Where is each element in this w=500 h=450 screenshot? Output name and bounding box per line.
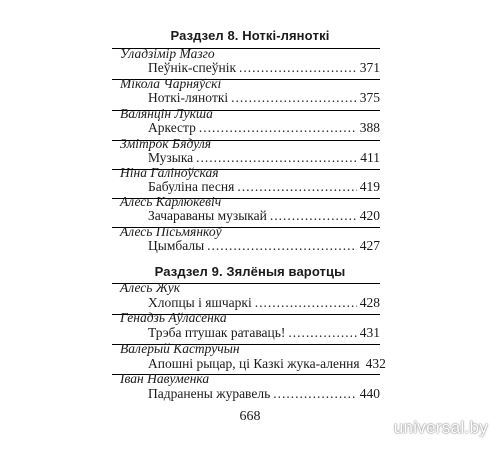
dot-leader (196, 150, 357, 166)
page-ref: 411 (360, 150, 380, 165)
section-title: Раздзел 9. Зялёныя варотцы (154, 264, 346, 279)
toc-entry (148, 238, 380, 256)
work-title: Ноткі-лянoткі (148, 90, 229, 105)
page-ref: 432 (365, 356, 386, 371)
page-ref: 431 (359, 325, 380, 340)
author-name: Валянцін Лукша (120, 106, 213, 121)
dot-leader (288, 325, 356, 341)
author-name: Змітрок Бядуля (120, 136, 211, 151)
dot-leader (207, 238, 357, 254)
work-title: Цымбалы (148, 238, 205, 253)
author-name: Генадзь Аўласенка (120, 310, 227, 325)
dot-leader (273, 386, 357, 402)
author-name: Валерый Кастручын (120, 341, 240, 356)
work-title: Пеўнік-спеўнік (148, 60, 237, 75)
dot-leader (199, 120, 357, 136)
author-name: Уладзімір Мазго (120, 46, 215, 61)
work-title: Хлопцы і яшчаркі (148, 295, 252, 310)
page-ref: 427 (359, 238, 380, 253)
work-title: Трэба птушак ратаваць! (148, 325, 286, 340)
page-ref: 420 (359, 208, 380, 223)
watermark: universal.by (393, 418, 488, 437)
page-ref: 388 (359, 120, 380, 135)
page-number: 668 (239, 409, 261, 424)
work-title: Аркестр (148, 120, 196, 135)
author-name: Алесь Карлюкевіч (120, 194, 222, 209)
author-name: Алесь Жук (120, 280, 181, 295)
author-name: Ніна Галіноўская (120, 165, 219, 180)
toc-entry (148, 386, 380, 404)
dot-leader (237, 179, 356, 195)
work-title: Музыка (148, 150, 194, 165)
section-title: Раздзел 8. Ноткі-лянoткі (170, 28, 330, 43)
page-ref: 375 (359, 90, 380, 105)
dot-leader (255, 295, 357, 311)
work-title: Бабуліна песня (148, 179, 235, 194)
author-name: Мікола Чарняўскі (120, 76, 222, 91)
author-name: Іван Навуменка (120, 371, 210, 386)
page-ref: 428 (359, 295, 380, 310)
page-ref: 440 (359, 386, 380, 401)
dot-leader (231, 90, 357, 106)
work-title: Зачараваны музыкай (148, 208, 267, 223)
page-ref: 419 (359, 179, 380, 194)
author-name: Алесь Пісьмянкоў (120, 224, 222, 239)
page-ref: 371 (359, 60, 380, 75)
work-title: Апошні рыцар, ці Казкі жука-алення (148, 356, 360, 371)
dot-leader (270, 208, 357, 224)
work-title: Падранены журавель (148, 386, 271, 401)
dot-leader (239, 60, 357, 76)
